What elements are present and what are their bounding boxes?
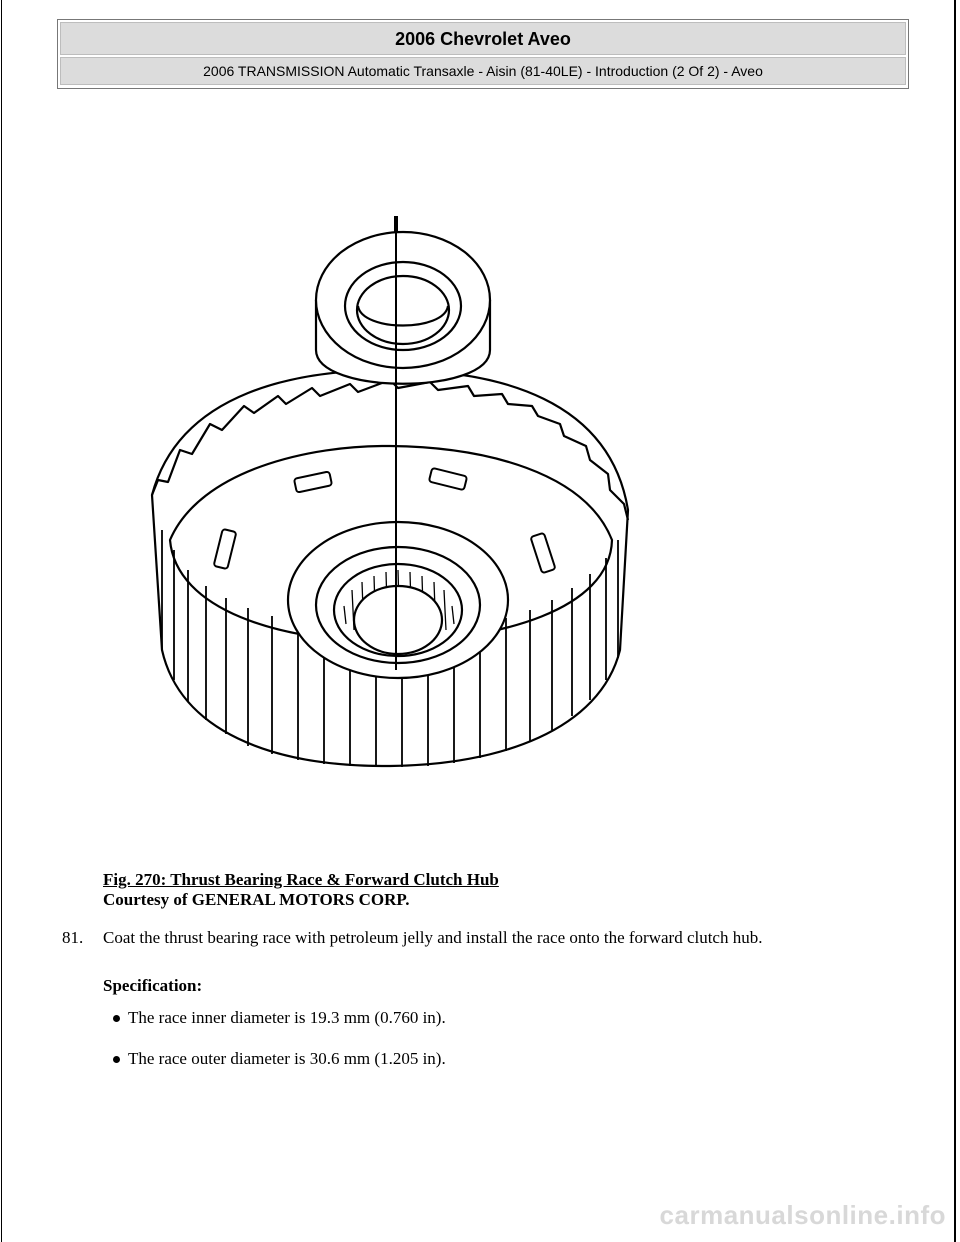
figure-title: Fig. 270: Thrust Bearing Race & Forward Clutch Hub <box>103 870 499 889</box>
bullet-icon <box>113 1015 120 1022</box>
figure-caption <box>103 870 499 910</box>
list-item <box>110 1049 446 1069</box>
spec-text: The race outer diameter is 30.6 mm (1.205 in). <box>128 1049 446 1068</box>
list-item <box>110 1008 446 1028</box>
figure-courtesy: Courtesy of GENERAL MOTORS CORP. <box>103 890 410 909</box>
specification-list <box>110 1008 446 1090</box>
specification-label: Specification: <box>103 976 203 995</box>
bullet-icon <box>113 1056 120 1063</box>
race-bore <box>357 276 449 344</box>
section-title: 2006 TRANSMISSION Automatic Transaxle - Aisin (81-40LE) - Introduction (2 Of 2) - Aveo <box>60 57 906 85</box>
step-number: 81. <box>62 928 84 947</box>
vehicle-title: 2006 Chevrolet Aveo <box>60 22 906 55</box>
document-header <box>57 19 909 89</box>
clutch-hub-illustration <box>140 210 640 850</box>
spec-text: The race inner diameter is 19.3 mm (0.760 in). <box>128 1008 446 1027</box>
hub-center-bore <box>354 586 442 654</box>
watermark: carmanualsonline.info <box>659 1200 946 1230</box>
step-text: Coat the thrust bearing race with petroleum jelly and install the race onto the forward clutch hub. <box>103 928 763 947</box>
